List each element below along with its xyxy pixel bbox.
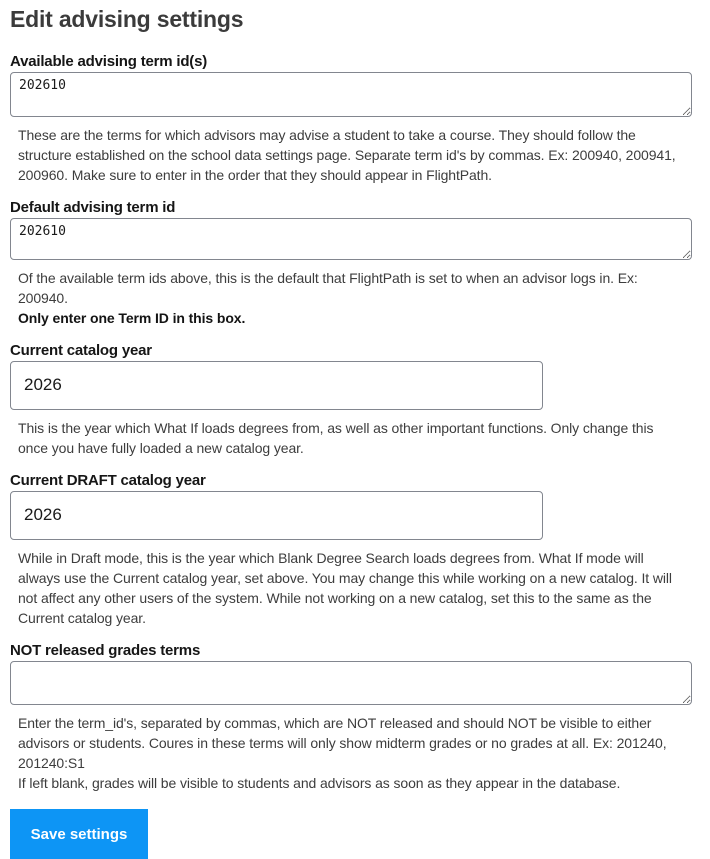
page-title: Edit advising settings (10, 6, 244, 32)
default-term-description-bold: Only enter one Term ID in this box. (18, 310, 246, 326)
not-released-terms-description-line2: If left blank, grades will be visible to students and advisors as soon as they appear in the database. (18, 775, 621, 791)
catalog-year-label: Current catalog year (10, 342, 152, 359)
form-item-default-term (10, 201, 692, 328)
not-released-terms-label: NOT released grades terms (10, 642, 201, 659)
catalog-year-description: This is the year which What If loads degrees from, as well as other important functions. Only change this once you have fully loaded a new catalog year. (18, 420, 654, 456)
default-term-label: Default advising term id (10, 199, 176, 216)
default-term-description (10, 268, 682, 328)
default-term-description-text: Of the available term ids above, this is the default that FlightPath is set to when an advisor logs in. Ex: 200940. (18, 270, 638, 306)
draft-catalog-year-label: Current DRAFT catalog year (10, 472, 206, 489)
form-item-catalog-year (10, 344, 692, 458)
form-item-not-released-terms (10, 644, 692, 793)
form-item-draft-catalog-year (10, 474, 692, 628)
not-released-terms-description (10, 713, 682, 793)
catalog-year-input[interactable] (10, 361, 543, 410)
draft-catalog-year-input[interactable] (10, 491, 543, 540)
available-terms-description: These are the terms for which advisors may advise a student to take a course. They should follow the structure established on the school data settings page. Separate term id's by commas. Ex: 200940, 200941, 200960. Make sure to enter in the order that they should appear in FlightPath. (18, 127, 676, 183)
save-settings-button[interactable]: Save settings (10, 809, 148, 859)
default-term-textarea[interactable] (10, 218, 692, 260)
form-item-available-terms (10, 55, 692, 185)
available-terms-label: Available advising term id(s) (10, 53, 208, 70)
not-released-terms-textarea[interactable] (10, 661, 692, 705)
available-terms-textarea[interactable] (10, 72, 692, 117)
draft-catalog-year-description: While in Draft mode, this is the year which Blank Degree Search loads degrees from. What If mode will always use the Current catalog year, set above. You may change this while working on a new catalog. It will not affect any other users of the system. While not working on a new catalog, set this to the same as the Current catalog year. (18, 550, 672, 626)
not-released-terms-description-text: Enter the term_id's, separated by commas, which are NOT released and should NOT be visible to either advisors or students. Coures in these terms will only show midterm grades or no grades at all. Ex: 201240, 201240:S1 (18, 715, 667, 771)
